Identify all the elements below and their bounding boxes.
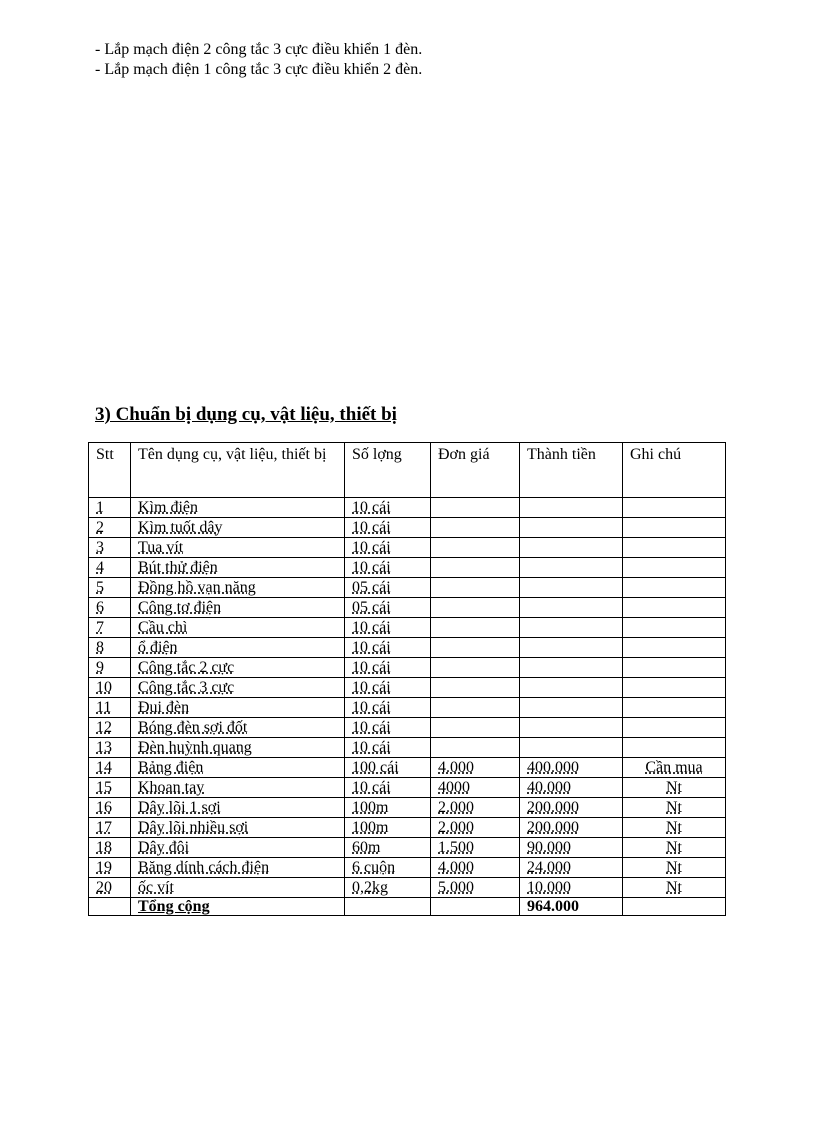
cell-unit-price (431, 558, 520, 578)
table-row (89, 738, 726, 758)
cell-name: Băng dính cách điện (131, 858, 345, 878)
cell-note (623, 578, 726, 598)
cell-unit-price (431, 678, 520, 698)
cell-quantity: 60m (345, 838, 431, 858)
cell-amount (520, 538, 623, 558)
cell-note: Nt (623, 798, 726, 818)
cell-name: Cầu chì (131, 618, 345, 638)
cell-name: Công tắc 2 cực (131, 658, 345, 678)
cell-note: Nt (623, 878, 726, 898)
table-row (89, 618, 726, 638)
cell-quantity: 100 cái (345, 758, 431, 778)
cell-amount (520, 618, 623, 638)
cell-stt: 13 (89, 738, 131, 758)
cell-note (623, 638, 726, 658)
cell-stt: 15 (89, 778, 131, 798)
cell-name: ổ điện (131, 638, 345, 658)
section-title: 3) Chuẩn bị dụng cụ, vật liệu, thiết bị (95, 404, 397, 425)
cell-unit-price: 5.000 (431, 878, 520, 898)
table-row (89, 598, 726, 618)
cell-amount: 10.000 (520, 878, 623, 898)
intro-line: - Lắp mạch điện 2 công tắc 3 cực điều khiển 1 đèn. (95, 41, 423, 58)
cell-stt: 5 (89, 578, 131, 598)
table-row (89, 798, 726, 818)
total-amount: 964.000 (520, 898, 623, 916)
header-name: Tên dụng cụ, vật liệu, thiết bị (131, 443, 345, 498)
cell-note (623, 738, 726, 758)
cell-quantity: 10 cái (345, 518, 431, 538)
cell-amount (520, 698, 623, 718)
table-row (89, 858, 726, 878)
cell-stt: 10 (89, 678, 131, 698)
cell-note (623, 698, 726, 718)
cell-name: ốc vít (131, 878, 345, 898)
cell-amount (520, 638, 623, 658)
cell-name: Dây lõi nhiều sợi (131, 818, 345, 838)
cell-name: Công tơ điện (131, 598, 345, 618)
table-row (89, 518, 726, 538)
cell-quantity: 10 cái (345, 778, 431, 798)
cell-stt: 4 (89, 558, 131, 578)
cell-stt: 17 (89, 818, 131, 838)
cell-note (623, 658, 726, 678)
cell-quantity: 10 cái (345, 498, 431, 518)
cell-note: Nt (623, 818, 726, 838)
cell-unit-price (431, 578, 520, 598)
cell-stt: 3 (89, 538, 131, 558)
cell-stt: 6 (89, 598, 131, 618)
cell-unit-price (431, 498, 520, 518)
cell-quantity: 6 cuộn (345, 858, 431, 878)
cell-name: Bảng điện (131, 758, 345, 778)
cell-unit-price (431, 738, 520, 758)
intro-line: - Lắp mạch điện 1 công tắc 3 cực điều khiển 2 đèn. (95, 61, 423, 78)
cell-unit-price (431, 518, 520, 538)
cell-name: Kìm điện (131, 498, 345, 518)
table-row (89, 558, 726, 578)
table-row (89, 878, 726, 898)
cell-stt: 9 (89, 658, 131, 678)
cell-amount (520, 718, 623, 738)
cell-amount: 400.000 (520, 758, 623, 778)
cell-stt: 1 (89, 498, 131, 518)
total-unit-price-cell (431, 898, 520, 916)
cell-note: Nt (623, 838, 726, 858)
cell-stt: 16 (89, 798, 131, 818)
cell-stt: 11 (89, 698, 131, 718)
cell-name: Dây lõi 1 sợi (131, 798, 345, 818)
cell-name: Đui đèn (131, 698, 345, 718)
cell-unit-price: 4.000 (431, 858, 520, 878)
cell-quantity: 10 cái (345, 638, 431, 658)
cell-note (623, 518, 726, 538)
cell-unit-price (431, 698, 520, 718)
cell-amount: 200.000 (520, 798, 623, 818)
table-row (89, 658, 726, 678)
cell-quantity: 05 cái (345, 598, 431, 618)
cell-stt: 7 (89, 618, 131, 638)
cell-note (623, 718, 726, 738)
cell-stt: 8 (89, 638, 131, 658)
total-label: Tổng cộng (131, 898, 345, 916)
cell-quantity: 10 cái (345, 678, 431, 698)
table-row (89, 838, 726, 858)
table-row (89, 698, 726, 718)
table-row (89, 678, 726, 698)
header-amount: Thành tiền (520, 443, 623, 498)
cell-amount (520, 658, 623, 678)
header-note: Ghi chú (623, 443, 726, 498)
cell-name: Kìm tuốt dây (131, 518, 345, 538)
cell-stt: 20 (89, 878, 131, 898)
cell-name: Đồng hồ vạn năng (131, 578, 345, 598)
cell-amount: 200.000 (520, 818, 623, 838)
cell-stt: 2 (89, 518, 131, 538)
cell-amount (520, 498, 623, 518)
cell-note (623, 558, 726, 578)
cell-note (623, 598, 726, 618)
cell-name: Bút thử điện (131, 558, 345, 578)
table-row (89, 818, 726, 838)
header-unit-price: Đơn giá (431, 443, 520, 498)
total-row (89, 898, 726, 916)
table-row (89, 538, 726, 558)
table-row (89, 778, 726, 798)
cell-note (623, 498, 726, 518)
cell-stt: 19 (89, 858, 131, 878)
cell-quantity: 05 cái (345, 578, 431, 598)
table-row (89, 718, 726, 738)
cell-unit-price: 4.000 (431, 758, 520, 778)
cell-stt: 14 (89, 758, 131, 778)
cell-unit-price: 2.000 (431, 818, 520, 838)
table-header-row (89, 443, 726, 498)
header-stt: Stt (89, 443, 131, 498)
cell-name: Bóng đèn sợi đốt (131, 718, 345, 738)
cell-name: Dây đôi (131, 838, 345, 858)
cell-note: Nt (623, 778, 726, 798)
total-note-cell (623, 898, 726, 916)
cell-name: Tua vít (131, 538, 345, 558)
cell-amount (520, 738, 623, 758)
equipment-table (88, 442, 726, 916)
cell-amount: 90.000 (520, 838, 623, 858)
cell-stt: 12 (89, 718, 131, 738)
cell-amount (520, 578, 623, 598)
cell-unit-price (431, 718, 520, 738)
table-row (89, 638, 726, 658)
total-stt-cell (89, 898, 131, 916)
cell-note (623, 538, 726, 558)
cell-quantity: 10 cái (345, 718, 431, 738)
table-body (89, 498, 726, 898)
cell-unit-price (431, 638, 520, 658)
cell-name: Khoan tay (131, 778, 345, 798)
cell-unit-price (431, 618, 520, 638)
cell-stt: 18 (89, 838, 131, 858)
cell-quantity: 100m (345, 798, 431, 818)
cell-unit-price (431, 658, 520, 678)
cell-quantity: 10 cái (345, 558, 431, 578)
cell-amount (520, 678, 623, 698)
cell-amount: 40.000 (520, 778, 623, 798)
cell-quantity: 0,2kg (345, 878, 431, 898)
cell-unit-price (431, 538, 520, 558)
total-quantity-cell (345, 898, 431, 916)
cell-amount (520, 518, 623, 538)
cell-quantity: 10 cái (345, 658, 431, 678)
cell-amount (520, 598, 623, 618)
table-row (89, 498, 726, 518)
cell-note (623, 618, 726, 638)
cell-quantity: 10 cái (345, 538, 431, 558)
cell-unit-price (431, 598, 520, 618)
cell-unit-price: 1.500 (431, 838, 520, 858)
cell-name: Công tắc 3 cực (131, 678, 345, 698)
intro-list (95, 40, 422, 80)
cell-amount: 24.000 (520, 858, 623, 878)
cell-unit-price: 4000 (431, 778, 520, 798)
cell-quantity: 10 cái (345, 738, 431, 758)
cell-quantity: 10 cái (345, 618, 431, 638)
cell-name: Đèn huỳnh quang (131, 738, 345, 758)
cell-quantity: 100m (345, 818, 431, 838)
cell-unit-price: 2.000 (431, 798, 520, 818)
table-row (89, 578, 726, 598)
header-quantity: Số lợng (345, 443, 431, 498)
table-row (89, 758, 726, 778)
cell-amount (520, 558, 623, 578)
cell-note (623, 678, 726, 698)
cell-quantity: 10 cái (345, 698, 431, 718)
cell-note: Cần mua (623, 758, 726, 778)
cell-note: Nt (623, 858, 726, 878)
